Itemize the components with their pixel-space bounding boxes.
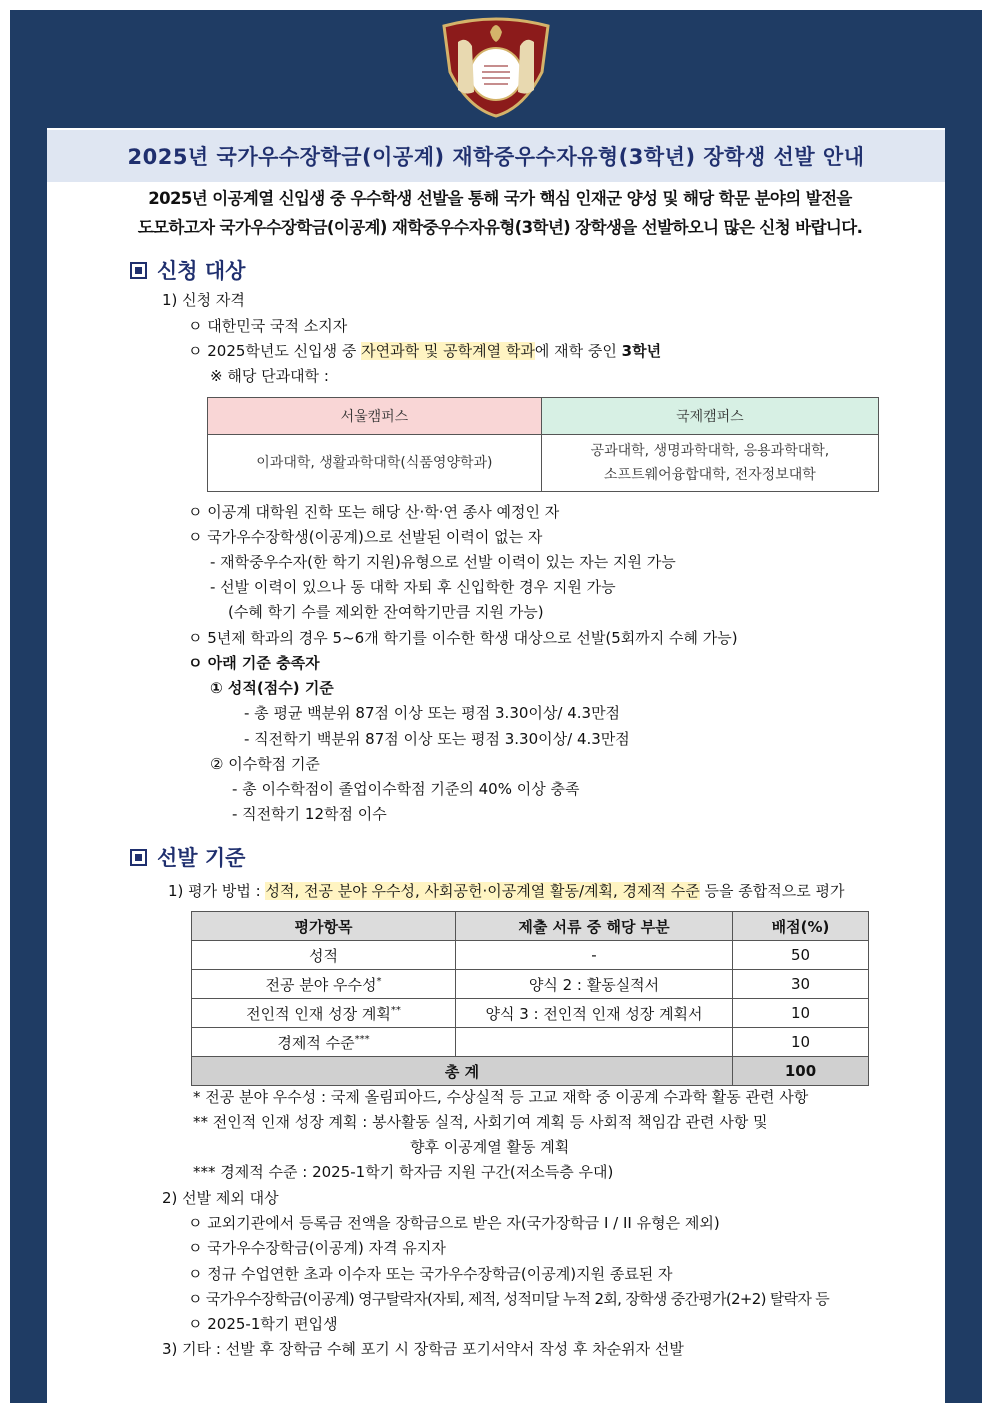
- eval-score: 30: [733, 970, 869, 999]
- intro-line-2: 도모하고자 국가우수장학금(이공계) 재학중우수자유형(3학년) 장학생을 선발하오니 많은 신청 바랍니다.: [137, 218, 863, 237]
- exclusion-line: ㅇ 국가우수장학금(이공계) 자격 유지자: [188, 1239, 446, 1257]
- item-heading: 2) 선발 제외 대상: [162, 1189, 279, 1207]
- highlighted-text: 자연과학 및 공학계열 학과: [361, 342, 535, 360]
- table-row: [192, 999, 869, 1028]
- seoul-campus-colleges: 이과대학, 생활과학대학(식품영양학과): [208, 435, 542, 492]
- item-heading: 3) 기타 : 선발 후 장학금 수혜 포기 시 장학금 포기서약서 작성 후 차순위자 선발: [162, 1340, 684, 1358]
- highlighted-text: 성적, 전공 분야 우수성, 사회공헌·이공계열 활동/계획, 경제적 수준: [265, 882, 700, 900]
- section-title: 신청 대상: [157, 259, 246, 283]
- text-fragment: ㅇ 2025학년도 신입생 중: [188, 342, 362, 360]
- table-row: [192, 970, 869, 999]
- content-area: [47, 128, 945, 1403]
- page-title: 2025년 국가우수장학금(이공계) 재학중우수자유형(3학년) 장학생 선발 안내: [127, 145, 865, 169]
- column-header: 배점(%): [733, 912, 869, 941]
- eval-score: 10: [733, 1028, 869, 1057]
- sub-item: - 재학중우수자(한 학기 지원)유형으로 선발 이력이 있는 자는 지원 가능: [210, 553, 676, 571]
- footnote-mark: **: [390, 1004, 401, 1016]
- total-score: 100: [733, 1057, 869, 1086]
- exclusion-line: ㅇ 국가우수장학금(이공계) 영구탈락자(자퇴, 제적, 성적미달 누적 2회, 장학생 중간평가(2+2) 탈락자 등: [188, 1290, 830, 1308]
- qualification-line: [188, 341, 661, 361]
- eval-item: 성적: [192, 941, 456, 970]
- section-title: 선발 기준: [157, 846, 246, 870]
- table-row: [192, 1028, 869, 1057]
- eval-item: 전인적 인재 성장 계획**: [192, 999, 456, 1028]
- table-row: [192, 941, 869, 970]
- qualification-line: ㅇ 국가우수장학생(이공계)으로 선발된 이력이 없는 자: [188, 528, 543, 546]
- item-heading: 1) 신청 자격: [162, 291, 245, 309]
- eval-item: 경제적 수준***: [192, 1028, 456, 1057]
- total-row: [192, 1057, 869, 1086]
- campus-table: [207, 397, 879, 492]
- evaluation-method: [168, 881, 844, 901]
- intl-colleges-line-1: 공과대학, 생명과학대학, 응용과학대학,: [590, 443, 830, 459]
- eval-doc: 양식 2 : 활동실적서: [456, 970, 733, 999]
- section-heading-selection: [130, 842, 245, 872]
- eval-doc: [456, 1028, 733, 1057]
- column-header: 평가항목: [192, 912, 456, 941]
- eval-doc: 양식 3 : 전인적 인재 성장 계획서: [456, 999, 733, 1028]
- qualification-line: ㅇ 이공계 대학원 진학 또는 해당 산·학·연 종사 예정인 자: [188, 503, 560, 521]
- exclusion-line: ㅇ 교외기관에서 등록금 전액을 장학금으로 받은 자(국가장학금 I / II 유형은 제외): [188, 1214, 720, 1232]
- qualification-line: ㅇ 대한민국 국적 소지자: [188, 317, 348, 335]
- criterion-item: - 직전학기 백분위 87점 이상 또는 평점 3.30이상/ 4.3만점: [244, 730, 630, 748]
- bold-text: 3학년: [621, 342, 662, 360]
- footnote-mark: ***: [354, 1033, 370, 1045]
- sub-item: - 선발 이력이 있으나 동 대학 자퇴 후 신입학한 경우 지원 가능: [210, 578, 616, 596]
- criterion-item: - 총 이수학점이 졸업이수학점 기준의 40% 이상 충족: [232, 780, 580, 798]
- criterion-heading: ① 성적(점수) 기준: [210, 679, 334, 697]
- eval-item: 전공 분야 우수성*: [192, 970, 456, 999]
- square-bullet-icon: [130, 849, 147, 866]
- criterion-item: - 총 평균 백분위 87점 이상 또는 평점 3.30이상/ 4.3만점: [244, 704, 621, 722]
- sub-item: (수혜 학기 수를 제외한 잔여학기만큼 지원 가능): [228, 603, 544, 621]
- exclusion-line: ㅇ 2025-1학기 편입생: [188, 1315, 338, 1333]
- eval-doc: -: [456, 941, 733, 970]
- qualification-line: ㅇ 아래 기준 충족자: [188, 654, 320, 672]
- intro-text: [100, 184, 900, 242]
- qualification-line: ㅇ 5년제 학과의 경우 5~6개 학기를 이수한 학생 대상으로 선발(5회까지 수혜 가능): [188, 629, 738, 647]
- footnote: * 전공 분야 우수성 : 국제 올림피아드, 수상실적 등 고교 재학 중 이공계 수과학 활동 관련 사항: [193, 1088, 809, 1106]
- scholarship-emblem-icon: [424, 12, 568, 120]
- text-fragment: 에 재학 중인: [534, 342, 622, 360]
- title-banner: [47, 130, 945, 182]
- intl-campus-header: 국제캠퍼스: [541, 398, 878, 435]
- footnote: 향후 이공계열 활동 계획: [410, 1138, 570, 1156]
- text-fragment: 1) 평가 방법 :: [168, 882, 266, 900]
- footnote: *** 경제적 수준 : 2025-1학기 학자금 지원 구간(저소득층 우대): [193, 1163, 614, 1181]
- colleges-note: ※ 해당 단과대학 :: [210, 367, 329, 385]
- eval-score: 10: [733, 999, 869, 1028]
- intl-campus-colleges: [541, 435, 878, 492]
- seoul-campus-header: 서울캠퍼스: [208, 398, 542, 435]
- evaluation-table: [191, 911, 869, 1086]
- footnote-mark: *: [376, 975, 382, 987]
- intro-line-1: 2025년 이공계열 신입생 중 우수학생 선발을 통해 국가 핵심 인재군 양성 및 해당 학문 분야의 발전을: [148, 189, 852, 208]
- exclusion-line: ㅇ 정규 수업연한 초과 이수자 또는 국가우수장학금(이공계)지원 종료된 자: [188, 1265, 673, 1283]
- eval-score: 50: [733, 941, 869, 970]
- section-heading-eligibility: [130, 255, 245, 285]
- column-header: 제출 서류 중 해당 부분: [456, 912, 733, 941]
- footnote: ** 전인적 인재 성장 계획 : 봉사활동 실적, 사회기여 계획 등 사회적 책임감 관련 사항 및: [193, 1113, 768, 1131]
- criterion-item: - 직전학기 12학점 이수: [232, 805, 387, 823]
- total-label: 총 계: [192, 1057, 733, 1086]
- text-fragment: 등을 종합적으로 평가: [699, 882, 845, 900]
- criterion-heading: ② 이수학점 기준: [210, 755, 320, 773]
- square-bullet-icon: [130, 262, 147, 279]
- intl-colleges-line-2: 소프트웨어융합대학, 전자정보대학: [604, 467, 816, 483]
